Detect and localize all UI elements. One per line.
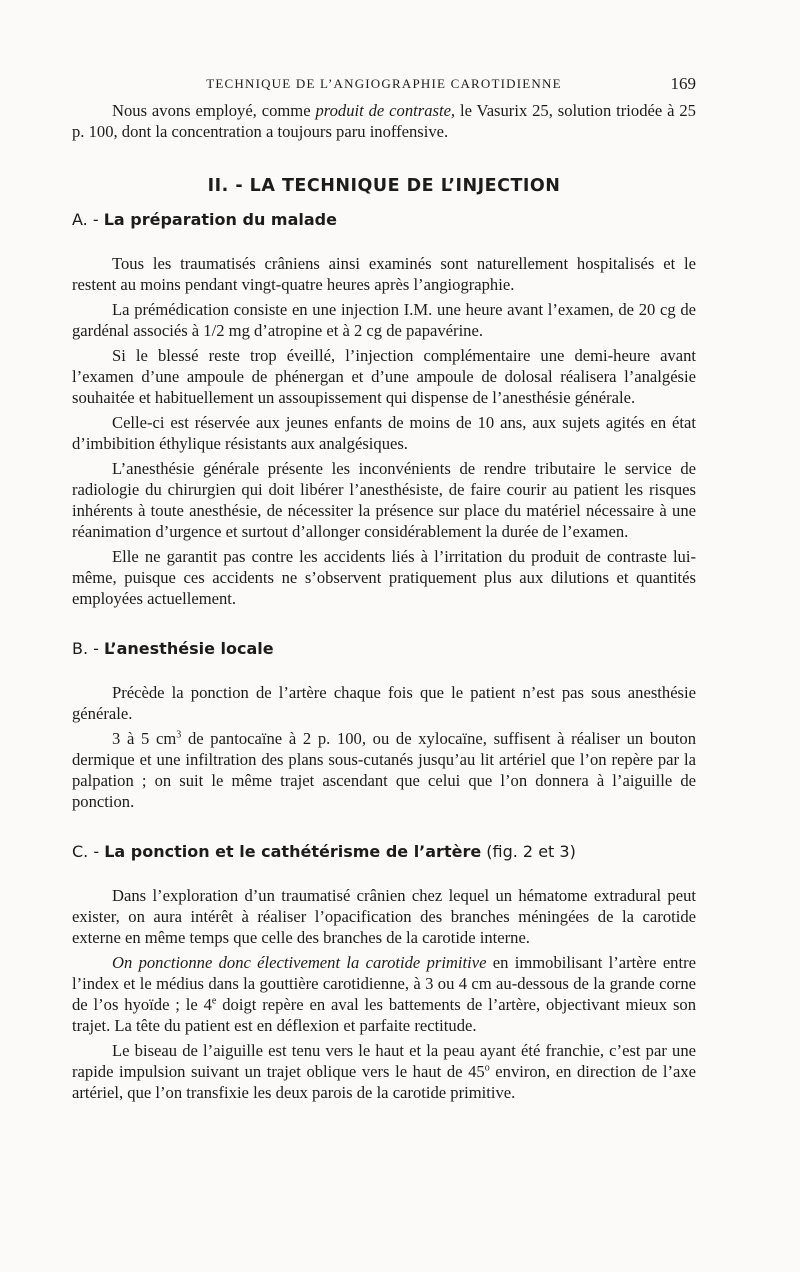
intro-emphasis: produit de contraste, bbox=[315, 101, 456, 120]
paragraph: Celle-ci est réservée aux jeunes enfants de moins de 10 ans, aux sujets agités en état d’imbibition éthylique résistants aux analgésiques. bbox=[72, 413, 696, 453]
intro-paragraph: Nous avons employé, comme produit de contraste, le Vasurix 25, solution triodée à 25 p. 100, dont la concentration a toujours paru inoffensive. bbox=[72, 101, 696, 141]
subsection-a-heading: A. - La préparation du malade bbox=[72, 210, 337, 229]
paragraph: On ponctionne donc électivement la carotide primitive en immobilisant l’artère entre l’index et le médius dans la gouttière carotidienne, à 3 ou 4 cm au-dessous de la grande corne de l’os hyoïde ; le 4e doigt repère en aval les battements de l’artère, objectivant mieux son trajet. La tête du patient est en déflexion et parfaite rectitude. bbox=[72, 953, 696, 1035]
paragraph: 3 à 5 $cm^3$ de pantocaïne à 2 p. 100, ou de xylocaïne, suffisent à réaliser un bouton dermique et une infiltration des plans sous-cutanés jusqu’au lit artériel que l’on repère par la palpation ; on suit le même trajet ascendant que celui que l’on donnera à l’aiguille de ponction. bbox=[72, 729, 697, 811]
paragraph: L’anesthésie générale présente les inconvénients de rendre tributaire le service de radiologie du chirurgien qui doit libérer l’anesthésiste, de faire courir au patient les risques inhérents à toute anesthésie, de nécessiter la présence sur place du matériel nécessaire à une réanimation d’urgence et surtout d’allonger considérablement la durée de l’examen. bbox=[72, 459, 696, 541]
paragraph: Le biseau de l’aiguille est tenu vers le haut et la peau ayant été franchie, c’est par une rapide impulsion suivant un trajet oblique vers le haut de 45$^o$ environ, en direction de l’axe artériel, que l’on transfixie les deux parois de la carotide primitive. bbox=[72, 1041, 696, 1102]
page bbox=[72, 70, 696, 1103]
subsection-a-body bbox=[72, 253, 696, 609]
paragraph: Si le blessé reste trop éveillé, l’injection complémentaire une demi-heure avant l’examen d’une ampoule de phénergan et d’une ampoule de dolosal réalisera l’analgésie souhaitée et habituellement un assoupissement qui dispense de l’anesthésie générale. bbox=[72, 346, 696, 407]
page-number: 169 bbox=[670, 74, 696, 93]
subsection-b-heading: B. - L’anesthésie locale bbox=[72, 639, 274, 658]
page-header bbox=[72, 70, 696, 100]
paragraph: Elle ne garantit pas contre les accidents liés à l’irritation du produit de contraste lui-même, puisque ces accidents ne s’observent pratiquement plus aux dilutions et quantités employées actuellement. bbox=[72, 547, 696, 608]
running-title: TECHNIQUE DE L’ANGIOGRAPHIE CAROTIDIENNE bbox=[206, 76, 562, 91]
paragraph: La prémédication consiste en une injection I.M. une heure avant l’examen, de 20 cg de gardénal associés à 1/2 mg d’atropine et à 2 cg de papavérine. bbox=[72, 300, 696, 340]
paragraph: Dans l’exploration d’un traumatisé crânien chez lequel un hématome extradural peut exister, on aura intérêt à réaliser l’opacification des branches méningées de la carotide externe en même temps que celle des branches de la carotide interne. bbox=[72, 886, 696, 947]
subsection-c-heading: C. - La ponction et le cathétérisme de l’artère (fig. 2 et 3) bbox=[72, 842, 576, 861]
subsection-c-body bbox=[72, 885, 696, 1103]
paragraph: Précède la ponction de l’artère chaque fois que le patient n’est pas sous anesthésie générale. bbox=[72, 683, 696, 723]
section-title: II. - LA TECHNIQUE DE L’INJECTION bbox=[207, 176, 561, 196]
paragraph: Tous les traumatisés crâniens ainsi examinés sont naturellement hospitalisés et le restent au moins pendant vingt-quatre heures après l’angiographie. bbox=[72, 254, 696, 294]
subsection-b-body bbox=[72, 682, 696, 812]
